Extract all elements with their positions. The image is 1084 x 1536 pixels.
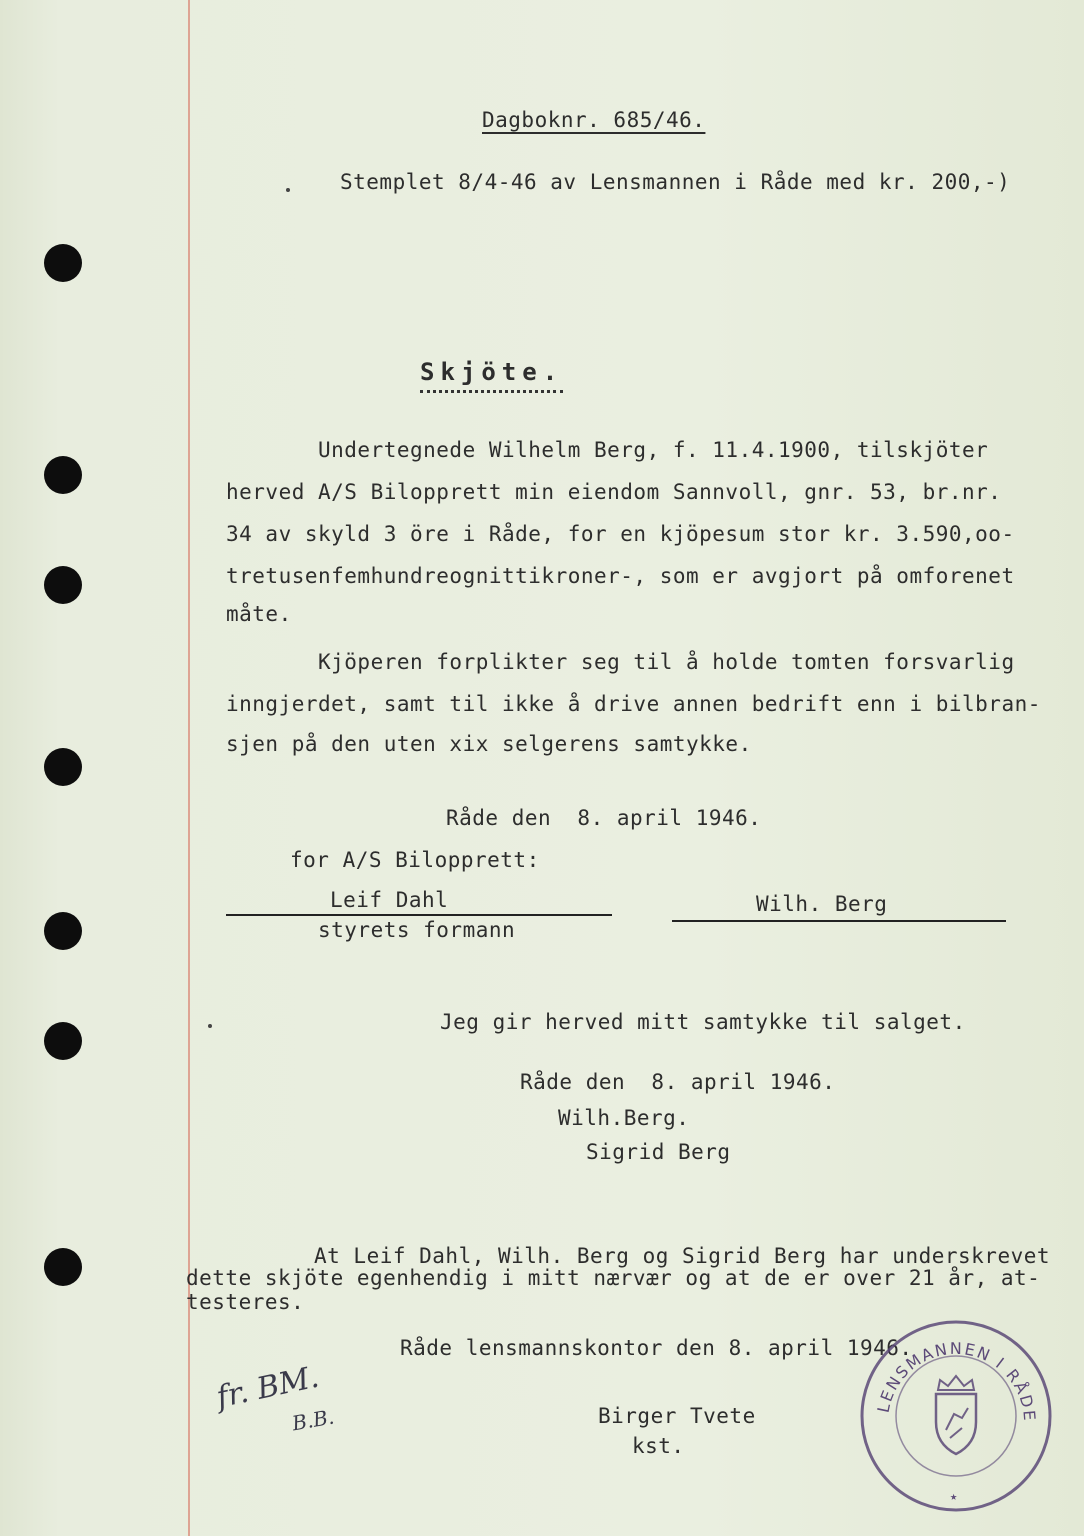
deed-line: måte.	[226, 602, 292, 626]
attestation-line: testeres.	[186, 1290, 305, 1314]
consent-text: Jeg gir herved mitt samtykke til salget.	[440, 1010, 966, 1034]
stamp-note: Stemplet 8/4-46 av Lensmannen i Råde med kr. 200,-)	[340, 170, 1011, 194]
consent-place-date: Råde den 8. april 1946.	[520, 1070, 836, 1094]
signer1-title: styrets formann	[318, 918, 516, 942]
attestation-line: dette skjöte egenhendig i mitt nærvær og at de er over 21 år, at-	[186, 1266, 1041, 1290]
punch-hole	[44, 1022, 82, 1060]
deed-line: 34 av skyld 3 öre i Råde, for en kjöpesum stor kr. 3.590,oo-	[226, 522, 1015, 546]
consent-name: Sigrid Berg	[586, 1140, 731, 1164]
punch-hole	[44, 1248, 82, 1286]
official-name: Birger Tvete	[598, 1404, 756, 1428]
deed-line: sjen på den uten xix selgerens samtykke.	[226, 732, 752, 756]
handwritten-initials: B.B.	[290, 1404, 336, 1436]
signer1-name: Leif Dahl	[330, 888, 449, 912]
handwritten-initials: fr. BM.	[213, 1359, 323, 1416]
consent-name: Wilh.Berg.	[558, 1106, 690, 1130]
deed-line: inngjerdet, samt til ikke å drive annen bedrift enn i bilbran-	[226, 692, 1041, 716]
coat-of-arms-icon	[936, 1376, 976, 1454]
deed-title: Skjöte.	[420, 358, 563, 393]
official-title: kst.	[632, 1434, 685, 1458]
journal-number: Dagboknr. 685/46.	[482, 108, 706, 132]
ink-dot	[286, 188, 290, 192]
attestation-line: At Leif Dahl, Wilh. Berg og Sigrid Berg har underskrevet	[314, 1244, 1051, 1268]
signature-line	[226, 914, 612, 916]
signature-line	[672, 920, 1006, 922]
star-icon: ★	[950, 1489, 958, 1503]
ink-dot	[208, 1024, 212, 1028]
seal-text: LENSMANNEN I RÅDE	[873, 1338, 1040, 1424]
deed-line: Kjöperen forplikter seg til å holde tomten forsvarlig	[318, 650, 1015, 674]
punch-hole	[44, 748, 82, 786]
signer2-name: Wilh. Berg	[756, 892, 888, 916]
office-date: Råde lensmannskontor den 8. april 1946.	[400, 1336, 913, 1360]
punch-hole	[44, 566, 82, 604]
deed-line: Undertegnede Wilhelm Berg, f. 11.4.1900, tilskjöter	[318, 438, 989, 462]
deed-line: herved A/S Bilopprett min eiendom Sannvoll, gnr. 53, br.nr.	[226, 480, 1002, 504]
punch-hole	[44, 456, 82, 494]
punch-hole	[44, 912, 82, 950]
deed-line: tretusenfemhundreognittikroner-, som er avgjort på omforenet	[226, 564, 1015, 588]
punch-hole	[44, 244, 82, 282]
deed-place-date: Råde den 8. april 1946.	[446, 806, 762, 830]
company-line: for A/S Bilopprett:	[290, 848, 540, 872]
official-seal-stamp	[858, 1318, 1054, 1514]
